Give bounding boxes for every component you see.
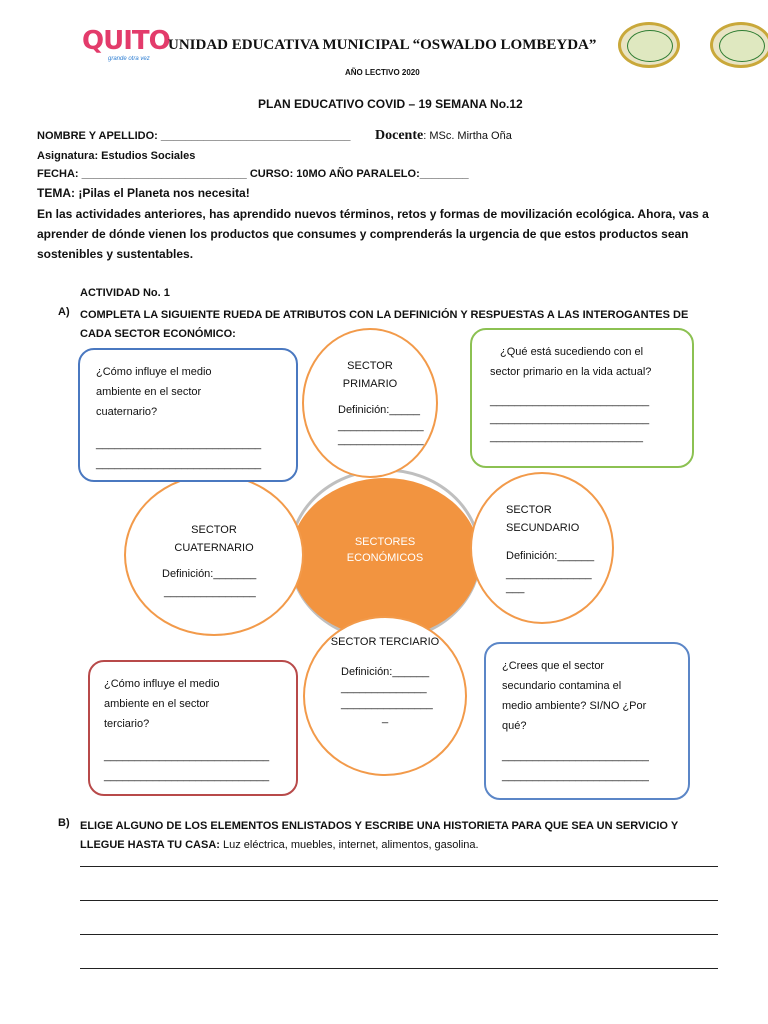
- docente-value: : MSc. Mirtha Oña: [423, 130, 512, 142]
- write-line-3[interactable]: [80, 934, 718, 935]
- q-primario-answer-3[interactable]: _________________________: [490, 431, 643, 443]
- plan-title: PLAN EDUCATIVO COVID – 19 SEMANA No.12: [258, 97, 523, 111]
- q-terciario-line1: ¿Cómo influye el medio: [104, 678, 220, 690]
- terciario-definition[interactable]: Definición:______: [341, 666, 430, 678]
- name-field-label: NOMBRE Y APELLIDO: _______________________________: [37, 130, 351, 142]
- secundario-line2: SECUNDARIO: [506, 522, 580, 534]
- q-primario-answer-1[interactable]: __________________________: [490, 395, 650, 407]
- secundario-definition[interactable]: Definición:______: [506, 550, 595, 562]
- q-secundario-answer-2[interactable]: ________________________: [502, 770, 649, 782]
- question-box-cuaternario: [78, 348, 298, 482]
- cuaternario-line1: SECTOR: [191, 524, 237, 536]
- q-cuaternario-line3: cuaternario?: [96, 406, 158, 418]
- cuaternario-line2: CUATERNARIO: [174, 542, 254, 554]
- q-terciario-answer-2[interactable]: ___________________________: [104, 770, 270, 782]
- logo-tagline: grande otra vez: [108, 56, 150, 62]
- question-box-primario: [470, 328, 694, 468]
- circle-sector-secundario: [470, 472, 614, 624]
- q-terciario-answer-1[interactable]: ___________________________: [104, 750, 270, 762]
- circle-sector-terciario: [303, 616, 467, 776]
- q-primario-line2: sector primario en la vida actual?: [490, 366, 652, 378]
- part-b-instructions: [80, 817, 710, 855]
- part-b-items: Luz eléctrica, muebles, internet, alimentos, gasolina.: [219, 839, 479, 851]
- center-line2: ECONÓMICOS: [346, 552, 424, 564]
- center-line1: SECTORES: [354, 536, 416, 548]
- write-line-2[interactable]: [80, 900, 718, 901]
- q-secundario-line2: secundario contamina el: [502, 680, 622, 692]
- terciario-line1: SECTOR TERCIARIO: [330, 636, 440, 648]
- q-primario-line1: ¿Qué está sucediendo con el: [500, 346, 644, 358]
- terciario-blank-1[interactable]: ______________: [341, 682, 427, 694]
- question-box-secundario: [484, 642, 690, 800]
- terciario-blank-2[interactable]: _______________: [341, 698, 433, 710]
- q-primario-answer-2[interactable]: __________________________: [490, 413, 650, 425]
- intro-paragraph: En las actividades anteriores, has aprendido nuevos términos, retos y formas de movilización ecológica. Ahora, vas a aprender de dónde vienen los productos que consumes y comprenderás la urgencia de que estos productos sean sostenibles y sustentables.: [37, 207, 709, 261]
- part-b-letter: B): [58, 817, 70, 829]
- write-line-1[interactable]: [80, 866, 718, 867]
- logo-text: QUITO: [82, 26, 170, 56]
- center-sectores-economicos: [290, 478, 480, 638]
- q-cuaternario-answer-2[interactable]: ___________________________: [96, 458, 262, 470]
- part-a-instructions: COMPLETA LA SIGUIENTE RUEDA DE ATRIBUTOS CON LA DEFINICIÓN Y RESPUESTAS A LAS INTEROGANTES DE CADA SECTOR ECONÓMICO:: [80, 309, 689, 340]
- activity-title: ACTIVIDAD No. 1: [80, 287, 170, 299]
- secundario-blank-2[interactable]: ___: [506, 582, 525, 594]
- q-secundario-line1: ¿Crees que el sector: [502, 660, 605, 672]
- terciario-blank-3[interactable]: _: [381, 712, 389, 724]
- primario-blank-2[interactable]: ______________: [338, 434, 424, 446]
- primario-line2: PRIMARIO: [342, 378, 398, 390]
- circle-sector-primario: [302, 328, 438, 478]
- cuaternario-definition[interactable]: Definición:_______: [162, 568, 257, 580]
- primario-definition[interactable]: Definición:_____: [338, 404, 420, 416]
- q-cuaternario-line2: ambiente en el sector: [96, 386, 202, 398]
- part-a-letter: A): [58, 306, 70, 318]
- fecha-curso-line: FECHA: ___________________________ CURSO: 10MO AÑO PARALELO:________: [37, 168, 469, 180]
- q-terciario-line3: terciario?: [104, 718, 150, 730]
- q-secundario-answer-1[interactable]: ________________________: [502, 750, 649, 762]
- q-cuaternario-answer-1[interactable]: ___________________________: [96, 438, 262, 450]
- docente-label: Docente: [375, 128, 424, 143]
- school-year: AÑO LECTIVO 2020: [345, 68, 420, 77]
- part-b-bold-text: ELIGE ALGUNO DE LOS ELEMENTOS ENLISTADOS Y ESCRIBE UNA HISTORIETA PARA QUE SEA UN SERVICIO Y LLEGUE HASTA TU CASA:: [80, 820, 678, 851]
- question-box-terciario: [88, 660, 298, 796]
- q-secundario-line4: qué?: [502, 720, 527, 732]
- primario-line1: SECTOR: [347, 360, 393, 372]
- circle-sector-cuaternario: [124, 474, 304, 636]
- primario-blank-1[interactable]: ______________: [338, 420, 424, 432]
- cuaternario-blank-1[interactable]: _______________: [164, 586, 256, 598]
- write-line-4[interactable]: [80, 968, 718, 969]
- subject-label: Asignatura: Estudios Sociales: [37, 150, 196, 162]
- tema-title: TEMA: ¡Pilas el Planeta nos necesita!: [37, 186, 250, 200]
- q-secundario-line3: medio ambiente? SI/NO ¿Por: [502, 700, 647, 712]
- q-terciario-line2: ambiente en el sector: [104, 698, 210, 710]
- school-name: UNIDAD EDUCATIVA MUNICIPAL “OSWALDO LOMBEYDA”: [168, 37, 597, 53]
- secundario-line1: SECTOR: [506, 504, 552, 516]
- q-cuaternario-line1: ¿Cómo influye el medio: [96, 366, 212, 378]
- secundario-blank-1[interactable]: ______________: [506, 568, 592, 580]
